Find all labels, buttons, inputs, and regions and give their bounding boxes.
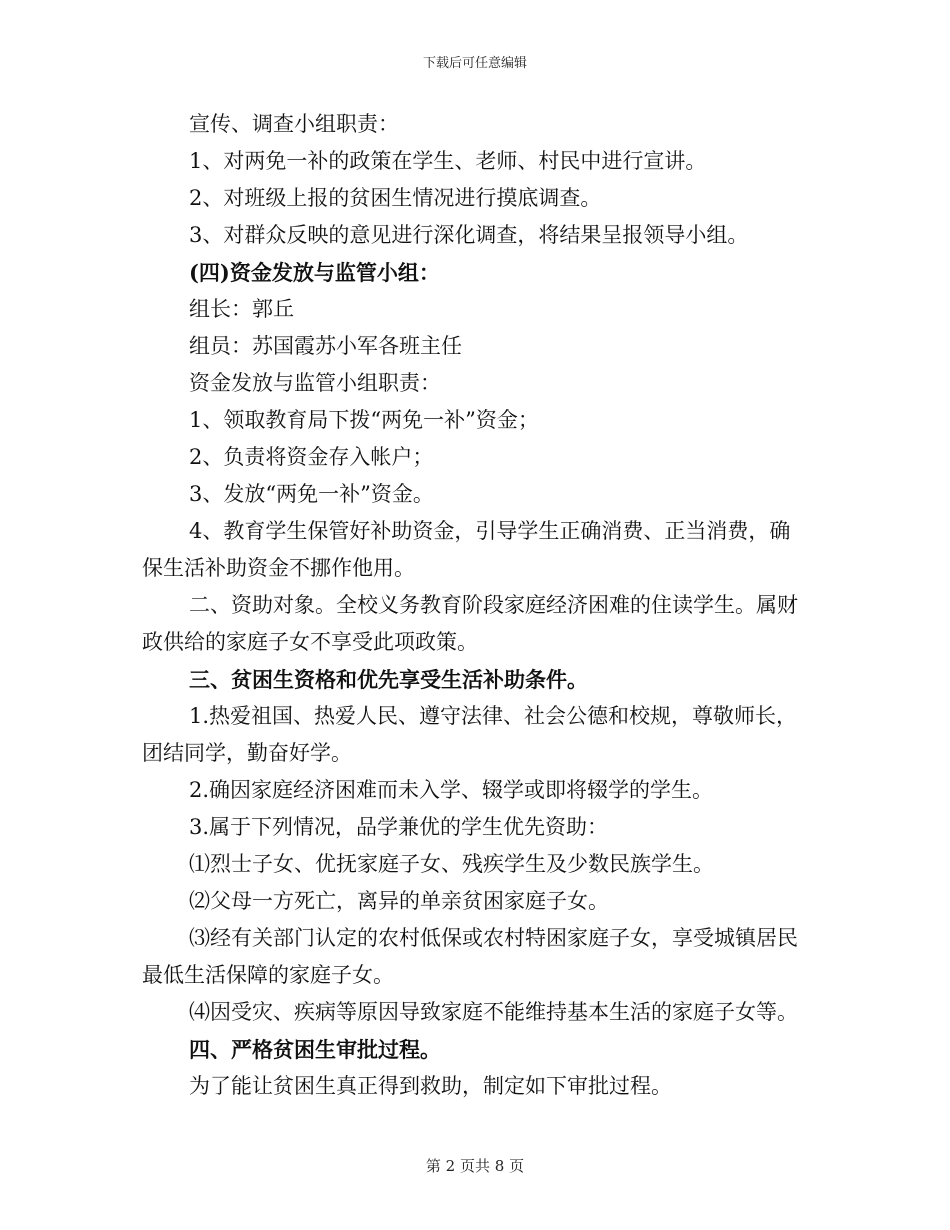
paragraph: 1、对两免一补的政策在学生、老师、村民中进行宣讲。	[189, 149, 707, 173]
paragraph: ⑴烈士子女、优抚家庭子女、残疾学生及少数民族学生。	[189, 852, 714, 876]
paragraph: 3.属于下列情况，品学兼优的学生优先资助：	[189, 815, 609, 839]
paragraph: ⑵父母一方死亡，离异的单亲贫困家庭子女。	[189, 889, 609, 913]
paragraph: 二、资助对象。全校义务教育阶段家庭经济困难的住读学生。属财政供给的家庭子女不享受此项政策。	[142, 593, 798, 654]
paragraph: 2、负责将资金存入帐户；	[189, 445, 434, 469]
paragraph: 宣传、调查小组职责：	[189, 112, 399, 136]
paragraph: 资金发放与监管小组职责：	[189, 371, 441, 395]
paragraph: 1.热爱祖国、热爱人民、遵守法律、社会公德和校规，尊敬师长，团结同学，勤奋好学。	[142, 704, 798, 765]
paragraph: 组员：苏国霞苏小军各班主任	[189, 334, 462, 358]
paragraph: 1、领取教育局下拨“两免一补”资金；	[189, 408, 539, 432]
page-header: 下载后可任意编辑	[422, 56, 527, 71]
paragraph: 三、贫困生资格和优先享受生活补助条件。	[189, 667, 588, 692]
paragraph: 2、对班级上报的贫困生情况进行摸底调查。	[189, 186, 602, 210]
paragraph: (四)资金发放与监管小组：	[189, 260, 440, 285]
paragraph: 四、严格贫困生审批过程。	[189, 1037, 441, 1062]
document-body	[142, 106, 810, 1105]
paragraph: 为了能让贫困生真正得到救助，制定如下审批过程。	[189, 1074, 672, 1098]
paragraph: ⑷因受灾、疾病等原因导致家庭不能维持基本生活的家庭子女等。	[189, 1000, 798, 1024]
paragraph: 3、对群众反映的意见进行深化调查，将结果呈报领导小组。	[189, 223, 749, 247]
paragraph: 组长：郭丘	[189, 297, 294, 321]
paragraph: ⑶经有关部门认定的农村低保或农村特困家庭子女，享受城镇居民最低生活保障的家庭子女。	[142, 926, 798, 987]
paragraph: 2.确因家庭经济困难而未入学、辍学或即将辍学的学生。	[189, 778, 714, 802]
paragraph: 3、发放“两免一补”资金。	[189, 482, 434, 506]
paragraph: 4、教育学生保管好补助资金，引导学生正确消费、正当消费，确保生活补助资金不挪作他用。	[142, 519, 791, 580]
page-footer: 第 2 页共 8 页	[425, 1157, 525, 1175]
